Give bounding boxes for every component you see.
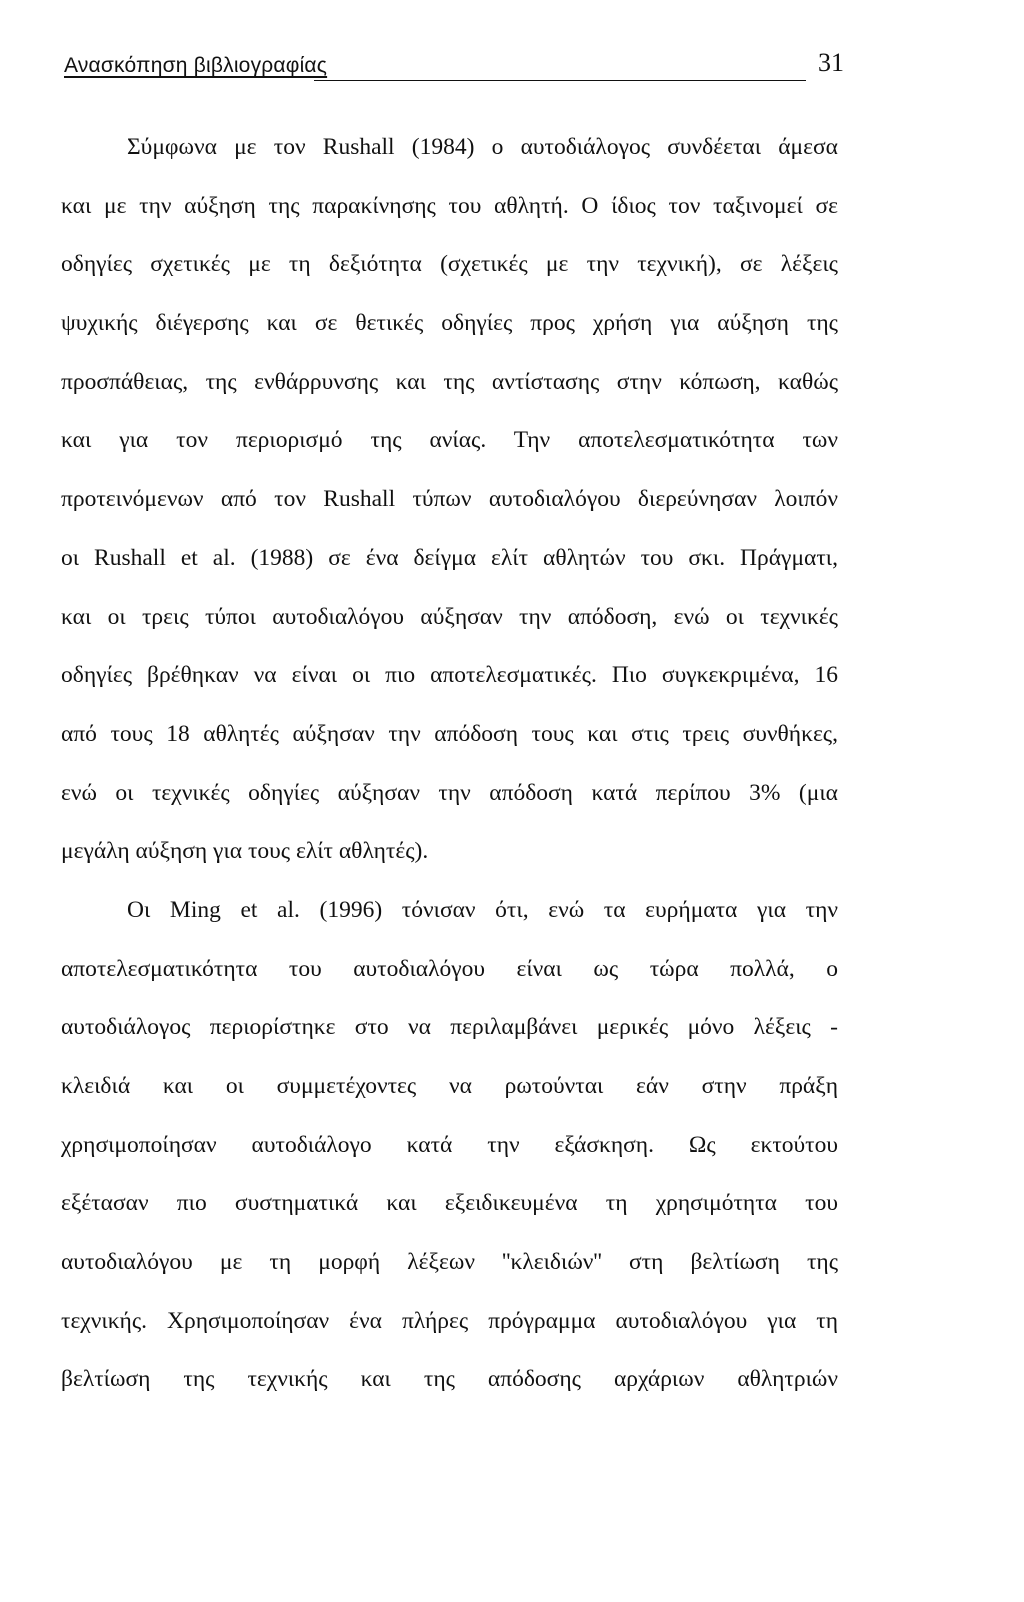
text-line: ψυχικής διέγερσης και σε θετικές οδηγίες προς χρήση για αύξηση της: [61, 310, 838, 337]
text-line: από τους 18 αθλητές αύξησαν την απόδοση τους και στις τρεις συνθήκες,: [61, 720, 838, 747]
text-line: προσπάθειας, της ενθάρρυνσης και της αντίστασης στην κόπωση, καθώς: [61, 368, 838, 395]
body-text: [61, 118, 838, 1409]
text-line: οι Rushall et al. (1988) σε ένα δείγμα ελίτ αθλητών του σκι. Πράγματι,: [61, 544, 838, 571]
text-line: και για τον περιορισμό της ανίας. Την αποτελεσματικότητα των: [61, 427, 838, 454]
page-number: 31: [818, 48, 844, 77]
text-line: ενώ οι τεχνικές οδηγίες αύξησαν την απόδοση κατά περίπου 3% (μια: [61, 779, 838, 806]
text-line: Σύμφωνα με τον Rushall (1984) ο αυτοδιάλογος συνδέεται άμεσα: [127, 134, 838, 160]
text-line: και οι τρεις τύποι αυτοδιαλόγου αύξησαν την απόδοση, ενώ οι τεχνικές: [61, 603, 838, 630]
text-line: μεγάλη αύξηση για τους ελίτ αθλητές).: [61, 838, 429, 865]
text-line: τεχνικής. Χρησιμοποίησαν ένα πλήρες πρόγραμμα αυτοδιαλόγου για τη: [61, 1307, 838, 1334]
text-line: βελτίωση της τεχνικής και της απόδοσης αρχάριων αθλητριών: [61, 1366, 838, 1393]
text-line: οδηγίες σχετικές με τη δεξιότητα (σχετικές με την τεχνική), σε λέξεις: [61, 251, 838, 278]
text-line: εξέτασαν πιο συστηματικά και εξειδικευμένα τη χρησιμότητα του: [61, 1190, 838, 1217]
text-line: οδηγίες βρέθηκαν να είναι οι πιο αποτελεσματικές. Πιο συγκεκριμένα, 16: [61, 662, 838, 689]
text-line: αποτελεσματικότητα του αυτοδιαλόγου είναι ως τώρα πολλά, ο: [61, 955, 838, 982]
header-rule: [314, 80, 806, 81]
text-line: αυτοδιάλογος περιορίστηκε στο να περιλαμβάνει μερικές μόνο λέξεις -: [61, 1014, 838, 1041]
text-line: κλειδιά και οι συμμετέχοντες να ρωτούνται εάν στην πράξη: [61, 1073, 838, 1099]
text-line: και με την αύξηση της παρακίνησης του αθλητή. Ο ίδιος τον ταξινομεί σε: [61, 192, 838, 219]
page-header: [64, 48, 844, 88]
text-line: χρησιμοποίησαν αυτοδιάλογο κατά την εξάσκηση. Ως εκτούτου: [61, 1131, 838, 1158]
text-line: προτεινόμενων από τον Rushall τύπων αυτοδιαλόγου διερεύνησαν λοιπόν: [61, 486, 838, 513]
text-line: αυτοδιαλόγου με τη μορφή λέξεων ''κλειδιών'' στη βελτίωση της: [61, 1249, 838, 1276]
text-line: Οι Ming et al. (1996) τόνισαν ότι, ενώ τα ευρήματα για την: [127, 896, 838, 923]
running-title: Ανασκόπηση βιβλιογραφίας: [64, 54, 328, 77]
